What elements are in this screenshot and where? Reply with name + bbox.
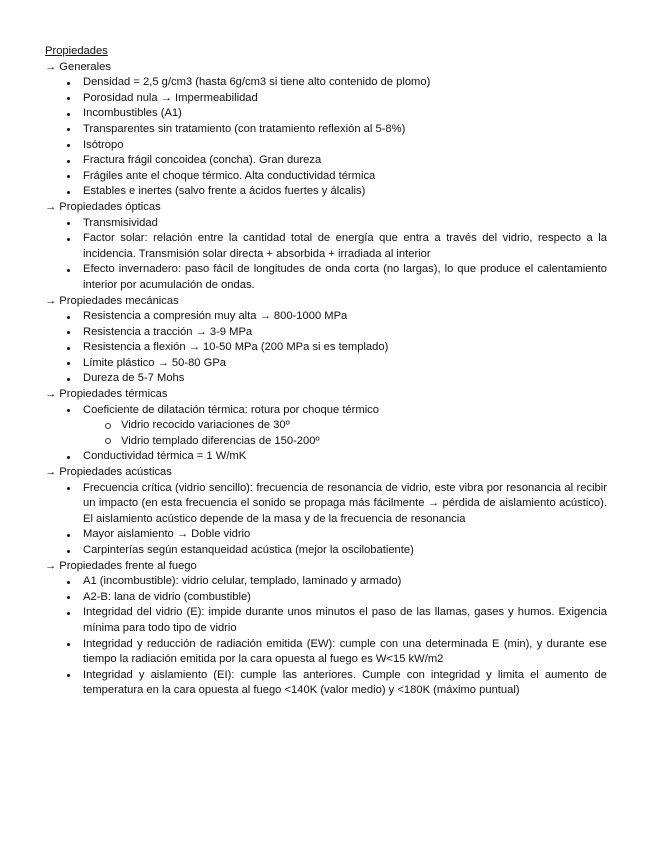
list-item: Transparentes sin tratamiento (con tratamiento reflexión al 5-8%) [45,122,607,138]
sub-bullet-list [45,418,607,449]
list-item: Isótropo [45,138,607,154]
list-item: Fractura frágil concoidea (concha). Gran dureza [45,153,607,169]
section-termicas [45,387,607,465]
sub-list-item: Vidrio recocido variaciones de 30º [45,418,607,434]
list-item: Porosidad nula → Impermeabilidad [45,91,607,107]
list-item: Densidad = 2,5 g/cm3 (hasta 6g/cm3 si tiene alto contenido de plomo) [45,75,607,91]
list-item: Integridad y aislamiento (EI): cumple las anteriores. Cumple con integridad y limita el aumento de temperatura en la cara opuesta al fuego <140K (valor medio) y <180K (máximo puntual) [45,668,607,699]
list-item: Resistencia a flexión → 10-50 MPa (200 MPa si es templado) [45,340,607,356]
section-fuego [45,559,607,699]
section-heading: → Propiedades acústicas [45,466,172,479]
section-heading: → Propiedades ópticas [45,200,161,213]
list-item: Efecto invernadero: paso fácil de longitudes de onda corta (no largas), lo que produce el calentamiento interior por acumulación de ondas. [45,262,607,293]
bullet-list [45,574,607,699]
list-item: Incombustibles (A1) [45,106,607,122]
list-item: Coeficiente de dilatación térmica: rotura por choque térmico [45,403,607,419]
section-heading: → Generales [45,60,111,73]
sub-list-item: Vidrio templado diferencias de 150-200º [45,434,607,450]
list-item: Límite plástico → 50-80 GPa [45,356,607,372]
list-item: Dureza de 5-7 Mohs [45,371,607,387]
bullet-list [45,403,607,419]
list-item: A1 (incombustible): vidrio celular, templado, laminado y armado) [45,574,607,590]
section-heading: → Propiedades frente al fuego [45,559,197,572]
section-heading: → Propiedades mecánicas [45,294,179,307]
list-item: Integridad del vidrio (E): impide durante unos minutos el paso de las llamas, gases y humos. Exigencia mínima para todo tipo de vidrio [45,605,607,636]
list-item: Factor solar: relación entre la cantidad total de energía que entra a través del vidrio, respecto a la incidencia. Transmisión solar directa + absorbida + irradiada al interior [45,231,607,262]
document-page [45,44,607,699]
section-acusticas [45,465,607,559]
list-item: A2-B: lana de vidrio (combustible) [45,590,607,606]
section-generales [45,60,607,200]
bullet-list [45,216,607,294]
section-opticas [45,200,607,294]
list-item: Integridad y reducción de radiación emitida (EW): cumple con una determinada E (min), y durante ese tiempo la radiación emitida por la cara opuesta al fuego es W<15 kW/m2 [45,637,607,668]
page-title: Propiedades [45,45,108,57]
list-item: Frecuencia crítica (vidrio sencillo): frecuencia de resonancia de vidrio, este vibra por resonancia al recibir un impacto (en esta frecuencia el sonido se propaga más fácilmente → pérdida de aislamiento acústico). El aislamiento acústico depende de la masa y de la frecuencia de resonancia [45,481,607,528]
bullet-list [45,449,607,465]
bullet-list [45,309,607,387]
list-item: Resistencia a compresión muy alta → 800-1000 MPa [45,309,607,325]
list-item: Estables e inertes (salvo frente a ácidos fuertes y álcalis) [45,184,607,200]
section-mecanicas [45,294,607,388]
bullet-list [45,75,607,200]
list-item: Conductividad térmica = 1 W/mK [45,449,607,465]
list-item: Transmisividad [45,216,607,232]
section-heading: → Propiedades térmicas [45,388,168,401]
bullet-list [45,481,607,559]
list-item: Frágiles ante el choque térmico. Alta conductividad térmica [45,169,607,185]
list-item: Carpinterías según estanqueidad acústica (mejor la oscilobatiente) [45,543,607,559]
list-item: Mayor aislamiento → Doble vidrio [45,527,607,543]
list-item: Resistencia a tracción → 3-9 MPa [45,325,607,341]
